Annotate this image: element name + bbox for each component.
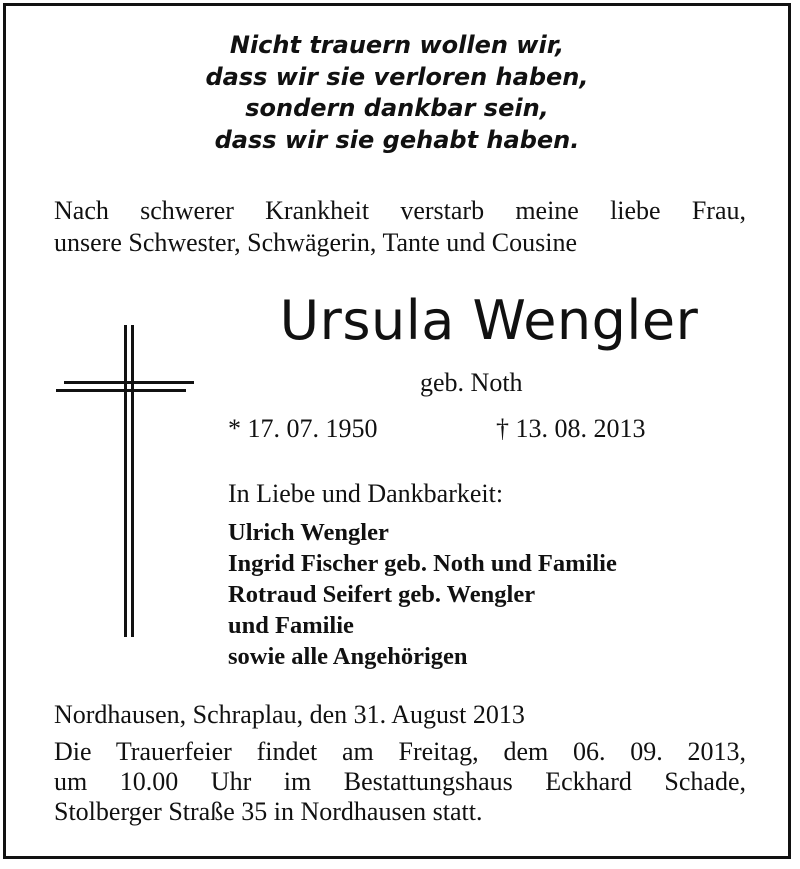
poem — [0, 30, 794, 156]
poem-line: dass wir sie gehabt haben. — [214, 125, 580, 154]
mourner-line: Ingrid Fischer geb. Noth und Familie — [228, 550, 617, 577]
service-line: um 10.00 Uhr im Bestattungshaus Eckhard Schade, — [54, 767, 746, 796]
service-line: Stolberger Straße 35 in Nordhausen statt. — [54, 797, 483, 826]
intro-line: Nach schwerer Krankheit verstarb meine liebe Frau, — [54, 196, 746, 225]
mourner-line: Rotraud Seifert geb. Wengler — [228, 581, 536, 608]
deceased-name: Ursula Wengler — [279, 289, 699, 352]
service-line: Die Trauerfeier findet am Freitag, dem 06. 09. 2013, — [54, 737, 746, 766]
intro-text — [54, 195, 746, 259]
cross-icon — [56, 325, 196, 637]
mourner-line: und Familie — [228, 612, 354, 639]
birth-date: * 17. 07. 1950 — [228, 414, 378, 443]
place-date: Nordhausen, Schraplau, den 31. August 2013 — [54, 700, 525, 729]
poem-line: dass wir sie verloren haben, — [205, 62, 589, 91]
service-info — [54, 737, 746, 827]
mourners-heading: In Liebe und Dankbarkeit: — [228, 479, 504, 508]
poem-line: Nicht trauern wollen wir, — [229, 31, 565, 59]
mourners-list — [228, 517, 617, 672]
intro-line: unsere Schwester, Schwägerin, Tante und Cousine — [54, 228, 578, 257]
mourner-line: Ulrich Wengler — [228, 519, 389, 546]
maiden-name: geb. Noth — [420, 368, 523, 397]
death-date: † 13. 08. 2013 — [496, 414, 646, 443]
poem-line: sondern dankbar sein, — [245, 94, 549, 122]
mourner-line: sowie alle Angehörigen — [228, 643, 468, 670]
